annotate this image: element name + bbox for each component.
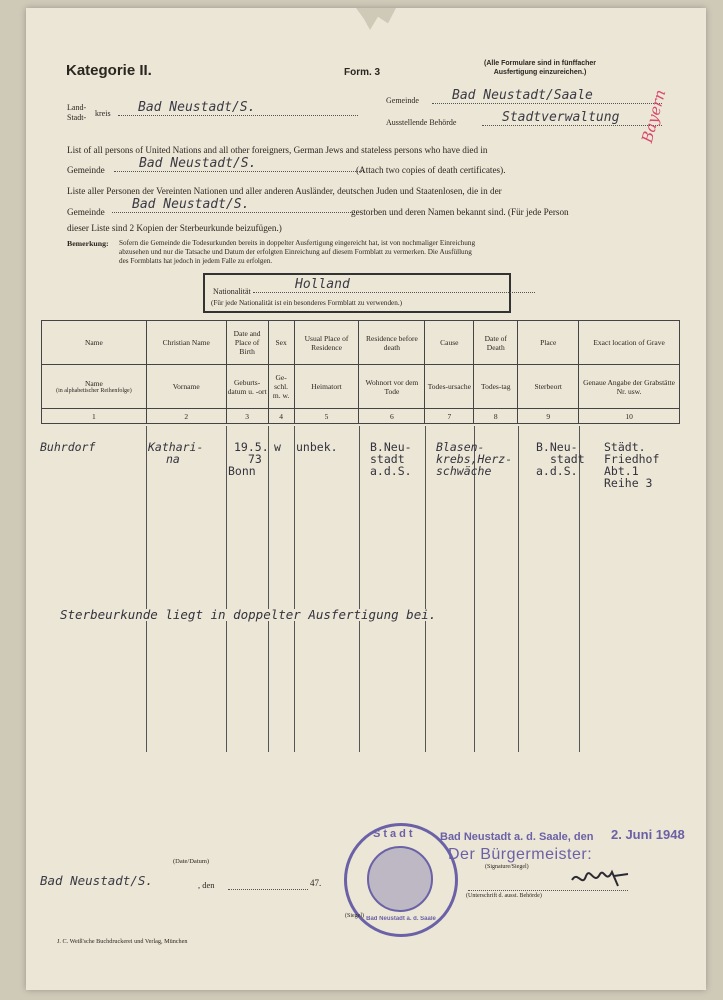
column-number-row: [42, 409, 680, 424]
bemerkung-line1: Sofern die Gemeinde die Todesurkunden bereits in doppelter Ausfertigung eingereicht hat, ist von nochmaliger Einreichung: [119, 239, 476, 247]
column-divider: [294, 426, 295, 752]
german-gemeinde-label: Gemeinde: [67, 207, 105, 217]
column-divider: [359, 426, 360, 752]
entry-birth: [228, 441, 269, 477]
entry-sterbeort-line2: stadt: [550, 452, 585, 466]
header-date-death-en: Date of Death: [474, 321, 518, 365]
header-grave-de: Genaue Angabe der Grabstätte Nr. usw.: [579, 365, 680, 409]
col-number-2: 2: [146, 409, 226, 424]
nationality-box: [203, 273, 511, 313]
german-line3: dieser Liste sind 2 Kopien der Sterbeurkunde beizufügen.): [67, 223, 282, 233]
header-vorname-de: Vorname: [146, 365, 226, 409]
column-divider: [146, 426, 147, 752]
header-place-en: Place: [518, 321, 579, 365]
header-sex-en: Sex: [268, 321, 294, 365]
bemerkung-line2: abzusehen und nur die Tatsache und Datum der erfolgten Einreichung auf diesem Formblatt zu vermerken. Die Ausfüllung: [119, 248, 472, 256]
landkreis-label: [67, 103, 86, 123]
seal-text-top: Stadt: [373, 828, 416, 840]
copies-note-line2: Ausfertigung einzureichen.): [493, 69, 587, 76]
entry-sex: w: [274, 440, 281, 454]
stamp-date: 2. Juni 1948: [611, 827, 685, 842]
remark-text: Sterbeurkunde liegt in doppelter Ausfertigung bei.: [60, 607, 437, 622]
header-cause-de: Todes-ursache: [425, 365, 474, 409]
header-christian-name-en: Christian Name: [146, 321, 226, 365]
header-wohnort-de: Wohnort vor dem Tode: [359, 365, 425, 409]
header-date-de: Todes-tag: [474, 365, 518, 409]
official-seal-stamp: [344, 823, 458, 937]
col-number-9: 9: [518, 409, 579, 424]
seal-label: (Siegel): [345, 913, 364, 919]
entry-sterbeort-line1: B.Neu-: [536, 440, 578, 454]
header-heimatort-de: Heimatort: [294, 365, 359, 409]
entry-sterbeort-line3: a.d.S.: [536, 464, 578, 478]
year-suffix: 47.: [310, 878, 322, 888]
entry-grave-line2: Friedhof: [604, 452, 660, 466]
col-number-3: 3: [226, 409, 268, 424]
kreis-label: kreis: [95, 109, 111, 118]
entry-birth-line2: 73: [248, 452, 262, 466]
header-name-de: [42, 365, 147, 409]
category-title: Kategorie II.: [66, 62, 152, 79]
english-attach-note: (Attach two copies of death certificates).: [356, 165, 506, 175]
printer-imprint: J. C. Weiß'sche Buchdruckerei und Verlag, München: [57, 938, 188, 945]
entry-heimatort: unbek.: [296, 440, 338, 454]
seal-coat-of-arms-icon: [367, 846, 433, 912]
copies-note: [484, 59, 596, 77]
col-number-5: 5: [294, 409, 359, 424]
header-grave-en: Exact location of Grave: [579, 321, 680, 365]
gemeinde-label: Gemeinde: [386, 96, 419, 105]
behoerde-value: Stadtverwaltung: [482, 110, 662, 126]
entry-cause: [436, 441, 512, 477]
entry-wohnort-line3: a.d.S.: [370, 464, 412, 478]
nationality-note: (Für jede Nationalität ist ein besonderes Formblatt zu verwenden.): [211, 299, 403, 307]
entry-cause-line1: Blasen-: [436, 440, 485, 454]
nationality-value: Holland: [253, 277, 535, 293]
nationality-label: Nationalität: [213, 287, 251, 296]
copies-note-line1: (Alle Formulare sind in fünffacher: [484, 60, 597, 67]
english-gemeinde-value: Bad Neustadt/S.: [114, 156, 364, 172]
entry-wohnort-line2: stadt: [370, 452, 405, 466]
entry-grave-line3: Abt.1: [604, 464, 639, 478]
entry-name: Buhrdorf: [40, 440, 96, 454]
landkreis-label-top: Land-: [67, 103, 87, 112]
bemerkung-line3: des Formblatts hat jedoch in jedem Falle zu erfolgen.: [119, 257, 273, 265]
entry-vorname-line1: Kathari-: [148, 440, 204, 454]
stamp-place-date-label: Bad Neustadt a. d. Saale, den: [440, 831, 594, 843]
entry-birth-line1: 19.5.: [234, 440, 269, 454]
col-number-7: 7: [425, 409, 474, 424]
bemerkung-text: [119, 239, 475, 266]
bemerkung-label: Bemerkung:: [67, 239, 109, 248]
german-list-line: Liste aller Personen der Vereinten Nationen und aller anderen Ausländer, deutschen Juden und Staatenlosen, die in der: [67, 186, 502, 196]
date-label: (Date/Datum): [173, 858, 210, 865]
column-divider: [226, 426, 227, 752]
column-divider: [425, 426, 426, 752]
entry-wohnort: [370, 441, 412, 477]
header-birth-de: Geburts-datum u. -ort: [226, 365, 268, 409]
header-sex-de: Ge-schl. m. w.: [268, 365, 294, 409]
english-gemeinde-label: Gemeinde: [67, 165, 105, 175]
mayor-title: Der Bürgermeister:: [448, 846, 593, 863]
col-number-8: 8: [474, 409, 518, 424]
red-handwritten-mark: Bayern: [638, 87, 670, 145]
col-number-4: 4: [268, 409, 294, 424]
header-name-de-sub: (in alphabetischer Reihenfolge): [56, 388, 132, 394]
header-residence-before-en: Residence before death: [359, 321, 425, 365]
header-name-de-label: Name: [84, 379, 103, 388]
entry-vorname-line2: na: [166, 452, 180, 466]
german-line2-end: gestorben und deren Namen bekannt sind. (Für jede Person: [351, 207, 569, 217]
col-number-10: 10: [579, 409, 680, 424]
form-number: Form. 3: [344, 67, 381, 78]
death-register-table: [41, 320, 680, 424]
footer-den-label: , den: [198, 880, 215, 890]
header-sterbeort-de: Sterbeort: [518, 365, 579, 409]
entry-grave-line4: Reihe 3: [604, 476, 653, 490]
header-cause-en: Cause: [425, 321, 474, 365]
signature-line: [468, 890, 628, 891]
entry-grave-line1: Städt.: [604, 440, 646, 454]
german-header-row: [42, 365, 680, 409]
entry-wohnort-line1: B.Neu-: [370, 440, 412, 454]
landkreis-label-bottom: Stadt-: [67, 113, 87, 122]
column-divider: [518, 426, 519, 752]
entry-vorname: [148, 441, 203, 465]
header-name-en: Name: [42, 321, 147, 365]
entry-birth-line3: Bonn: [228, 464, 256, 478]
col-number-1: 1: [42, 409, 147, 424]
english-list-line: List of all persons of United Nations and all other foreigners, German Jews and stateless persons who have died in: [67, 145, 488, 155]
entry-cause-line2: krebs,Herz-: [436, 452, 513, 466]
behoerde-label: Ausstellende Behörde: [386, 118, 457, 127]
signature-label-top: (Signature/Siegel): [485, 864, 529, 870]
seal-text-side: Bad Neustadt a. d. Saale: [366, 916, 436, 922]
gemeinde-value: Bad Neustadt/Saale: [432, 88, 662, 104]
footer-place: Bad Neustadt/S.: [40, 873, 153, 888]
english-header-row: [42, 321, 680, 365]
date-blank-line: [228, 889, 308, 890]
entry-grave: [604, 441, 659, 489]
header-residence-en: Usual Place of Residence: [294, 321, 359, 365]
german-gemeinde-value: Bad Neustadt/S.: [112, 197, 357, 213]
signature-label-bottom: (Unterschrift d. ausst. Behörde): [466, 893, 542, 899]
entry-cause-line3: schwäche: [436, 464, 492, 478]
entry-sterbeort: [536, 441, 585, 477]
header-birth-en: Date and Place of Birth: [226, 321, 268, 365]
kreis-value: Bad Neustadt/S.: [118, 100, 358, 116]
col-number-6: 6: [359, 409, 425, 424]
